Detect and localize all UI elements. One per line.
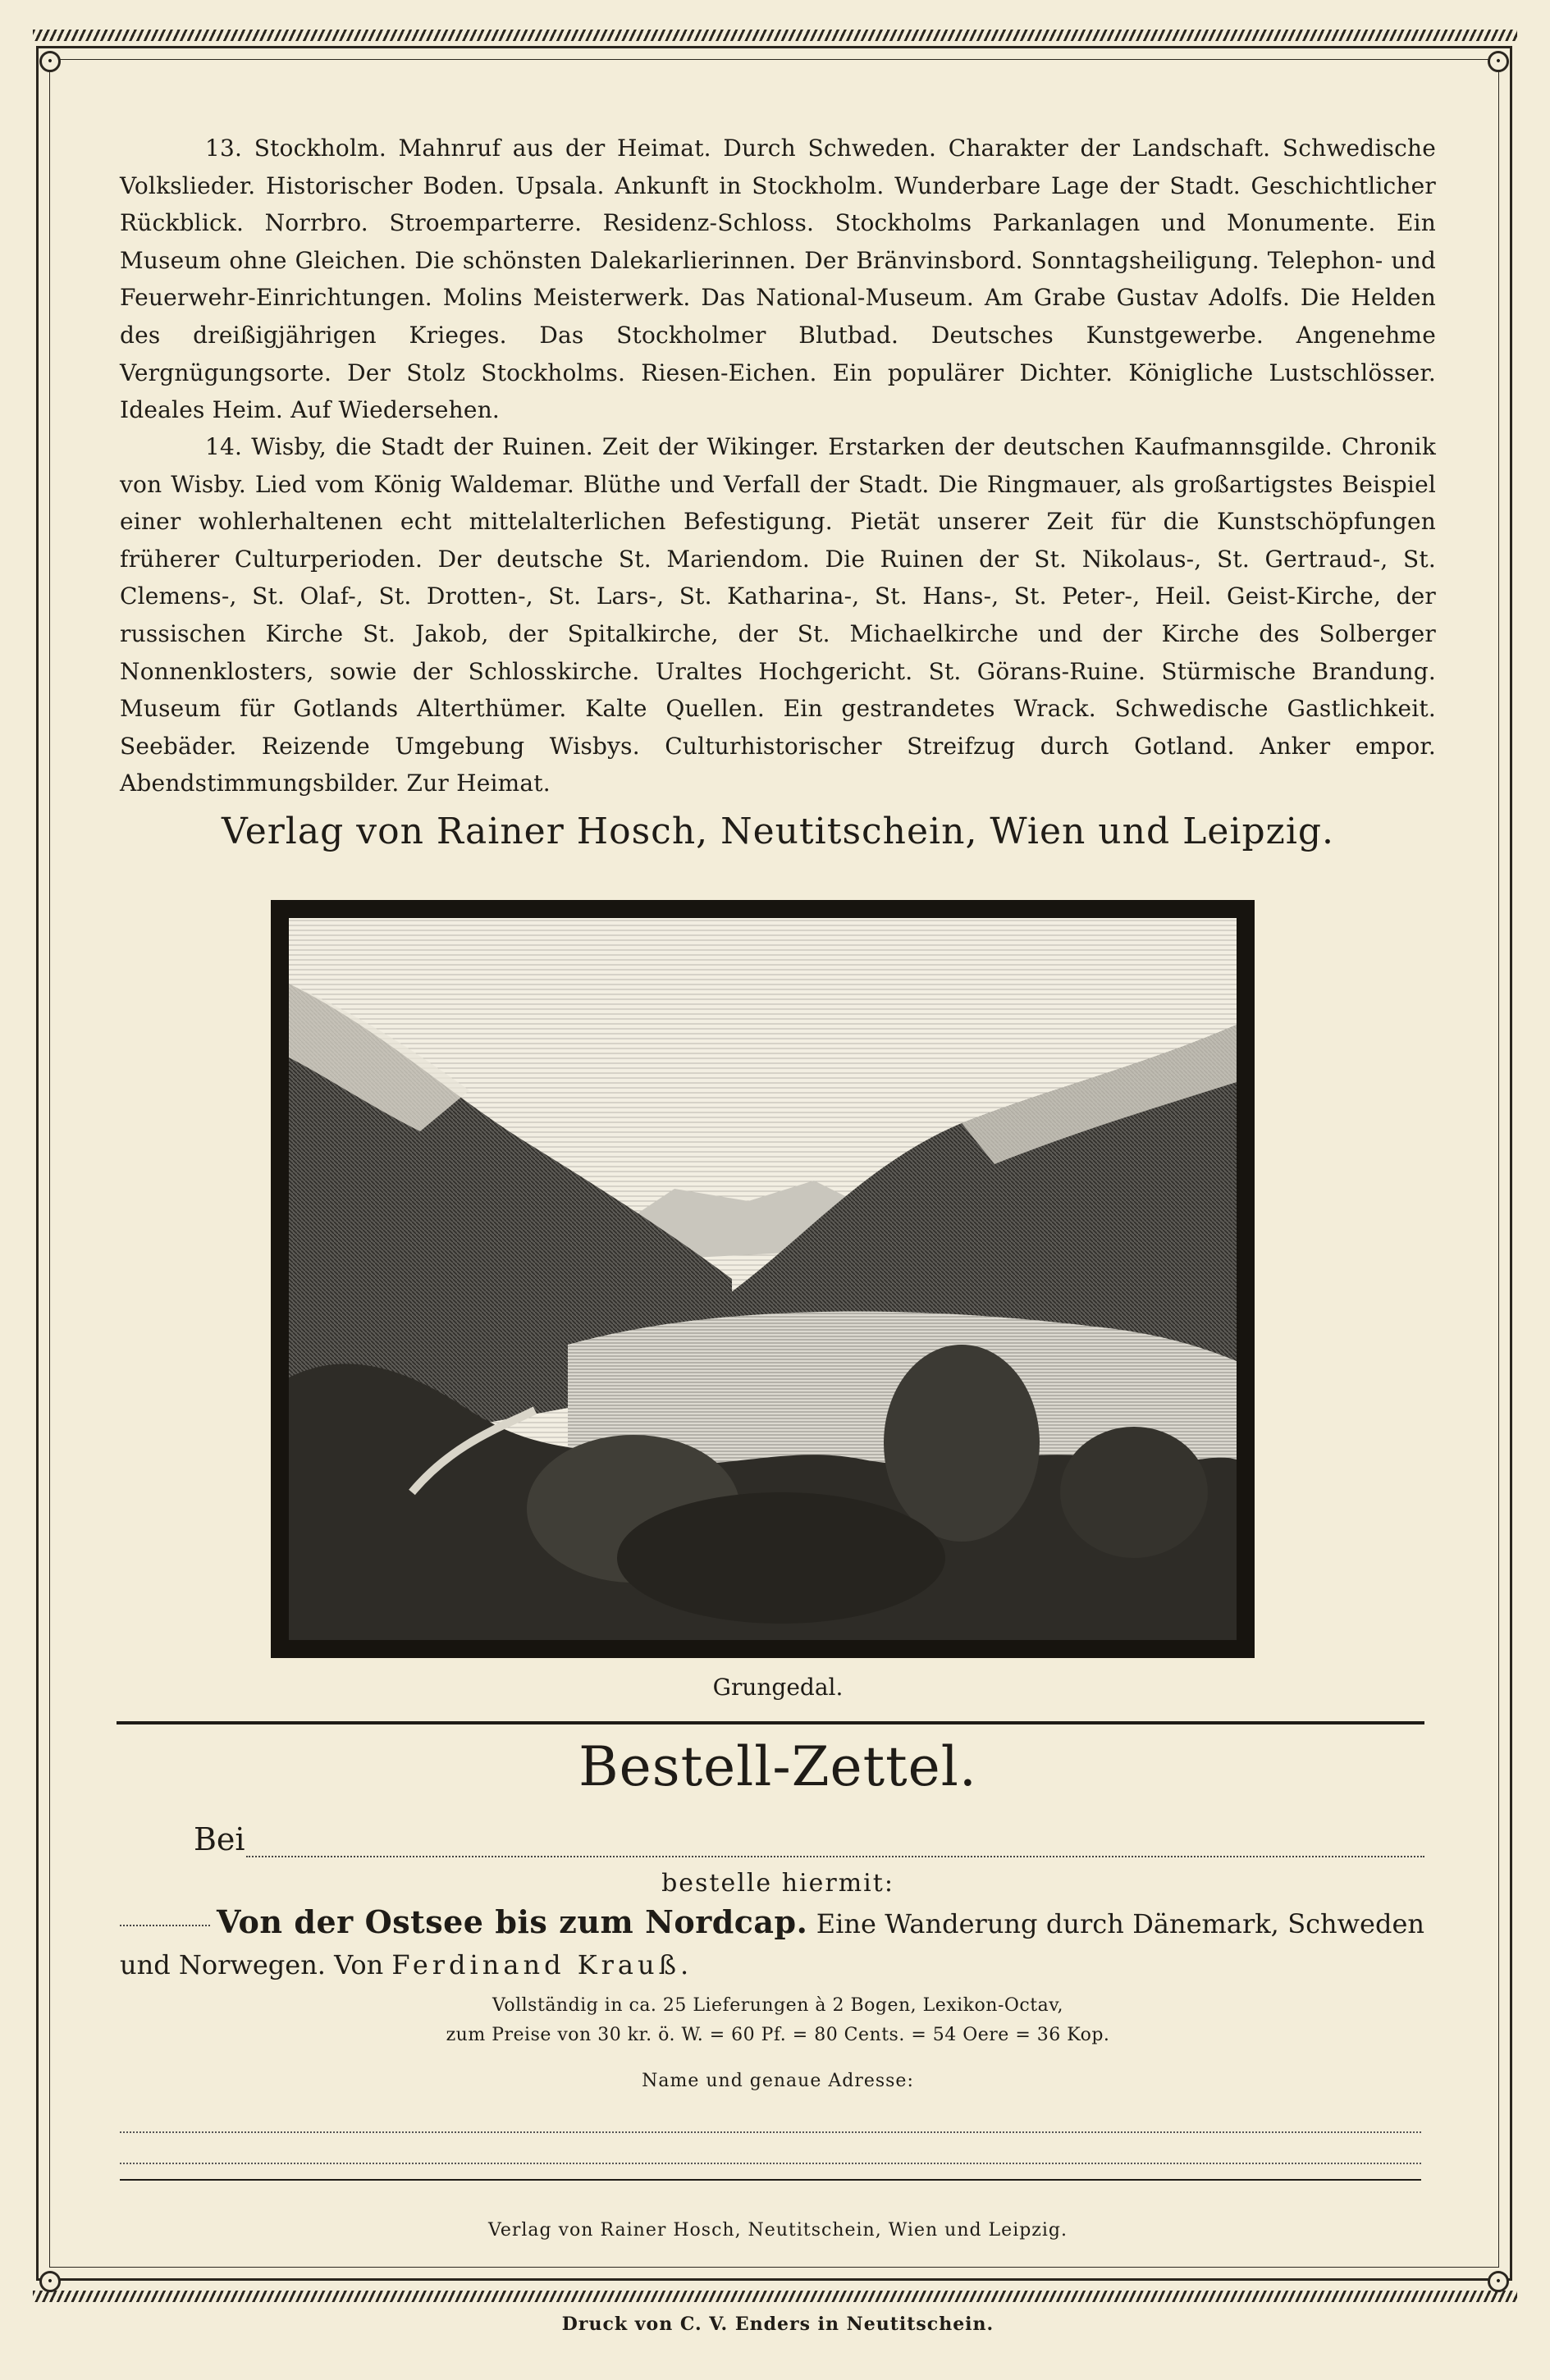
edition-details: Vollständig in ca. 25 Lieferungen à 2 Bogen, Lexikon-Octav, xyxy=(492,1995,1063,2016)
address-label: Name und genaue Adresse: xyxy=(642,2071,914,2091)
form-bottom-rule xyxy=(120,2179,1421,2181)
section-13-paragraph xyxy=(120,130,1436,429)
corner-ornament-icon: • xyxy=(1488,51,1509,72)
bottom-hatch-border xyxy=(33,2291,1517,2302)
top-hatch-border xyxy=(33,30,1517,41)
section-14-number: 14. xyxy=(205,433,243,460)
corner-ornament-icon: • xyxy=(1488,2271,1509,2292)
landscape-illustration xyxy=(289,918,1237,1640)
order-form-title: Bestell-Zettel. xyxy=(578,1735,977,1798)
illustration-caption: Grungedal. xyxy=(712,1674,844,1701)
order-instruction: bestelle hiermit: xyxy=(661,1869,894,1898)
book-subtitle: Eine Wanderung durch Dänemark, Schweden und Norwegen. Von xyxy=(120,1908,1425,1980)
address-field[interactable] xyxy=(120,2131,1421,2133)
corner-ornament-icon: • xyxy=(39,2271,61,2292)
bookseller-field[interactable] xyxy=(246,1856,1424,1857)
section-13-text: Stockholm. Mahnruf aus der Heimat. Durch Schweden. Charakter der Landschaft. Schwedische Volkslieder. Historischer Boden. Upsala. Ankunft in Stockholm. Wunderbare Lage der Stadt. Geschichtlicher Rückblick. Norrbro. Stroemparterre. Residenz-Schloss. Stockholms Parkanlagen und Monumente. Ein Museum ohne Gleichen. Die schönsten Dalekarlierinnen. Der Bränvinsbord. Sonntagsheiligung. Telephon- und Feuerwehr-Einrichtungen. Molins Meisterwerk. Das National-Museum. Am Grabe Gustav Adolfs. Die Helden des dreißigjährigen Krieges. Das Stockholmer Blutbad. Deutsches Kunstgewerbe. Angenehme Vergnügungsorte. Der Stolz Stockholms. Riesen-Eichen. Ein populärer Dichter. Königliche Lustschlösser. Ideales Heim. Auf Wiedersehen. xyxy=(120,135,1436,424)
section-14-paragraph xyxy=(120,428,1436,802)
book-title: Von der Ostsee bis zum Nordcap. xyxy=(217,1903,808,1940)
section-14-text: Wisby, die Stadt der Ruinen. Zeit der Wikinger. Erstarken der deutschen Kaufmannsgilde. Chronik von Wisby. Lied vom König Waldemar. Blüthe und Verfall der Stadt. Die Ringmauer, als großartigstes Beispiel einer wohlerhaltenen echt mittelalterlichen Befestigung. Pietät unserer Zeit für die Kunstschöpfungen früherer Culturperioden. Der deutsche St. Mariendom. Die Ruinen der St. Nikolaus-, St. Gertraud-, St. Clemens-, St. Olaf-, St. Drotten-, St. Lars-, St. Katharina-, St. Hans-, St. Peter-, Heil. Geist-Kirche, der russischen Kirche St. Jakob, der Spitalkirche, der St. Michaelkirche und der Kirche des Solberger Nonnenklosters, sowie der Schlosskirche. Uraltes Hochgericht. St. Görans-Ruine. Stürmische Brandung. Museum für Gotlands Alterthümer. Kalte Quellen. Ein gestrandetes Wrack. Schwedische Gastlichkeit. Seebäder. Reizende Umgebung Wisbys. Culturhistorischer Streifzug durch Gotland. Anker empor. Abendstimmungsbilder. Zur Heimat. xyxy=(120,433,1436,797)
address-field[interactable] xyxy=(120,2163,1421,2164)
printer-imprint: Druck von C. V. Enders in Neutitschein. xyxy=(561,2314,994,2335)
quantity-field[interactable] xyxy=(120,1925,210,1926)
book-author: Ferdinand Krauß. xyxy=(391,1949,693,1980)
publisher-heading: Verlag von Rainer Hosch, Neutitschein, Wien und Leipzig. xyxy=(221,811,1335,852)
price-details: zum Preise von 30 kr. ö. W. = 60 Pf. = 80 Cents. = 54 Oere = 36 Kop. xyxy=(446,2025,1110,2045)
publisher-footer: Verlag von Rainer Hosch, Neutitschein, Wien und Leipzig. xyxy=(487,2220,1068,2241)
section-13-number: 13. xyxy=(205,135,243,162)
bei-label: Bei xyxy=(194,1821,245,1857)
section-divider xyxy=(117,1721,1424,1724)
book-order-description xyxy=(120,1902,1424,1985)
corner-ornament-icon: • xyxy=(39,51,61,72)
grungedal-engraving xyxy=(271,900,1255,1658)
